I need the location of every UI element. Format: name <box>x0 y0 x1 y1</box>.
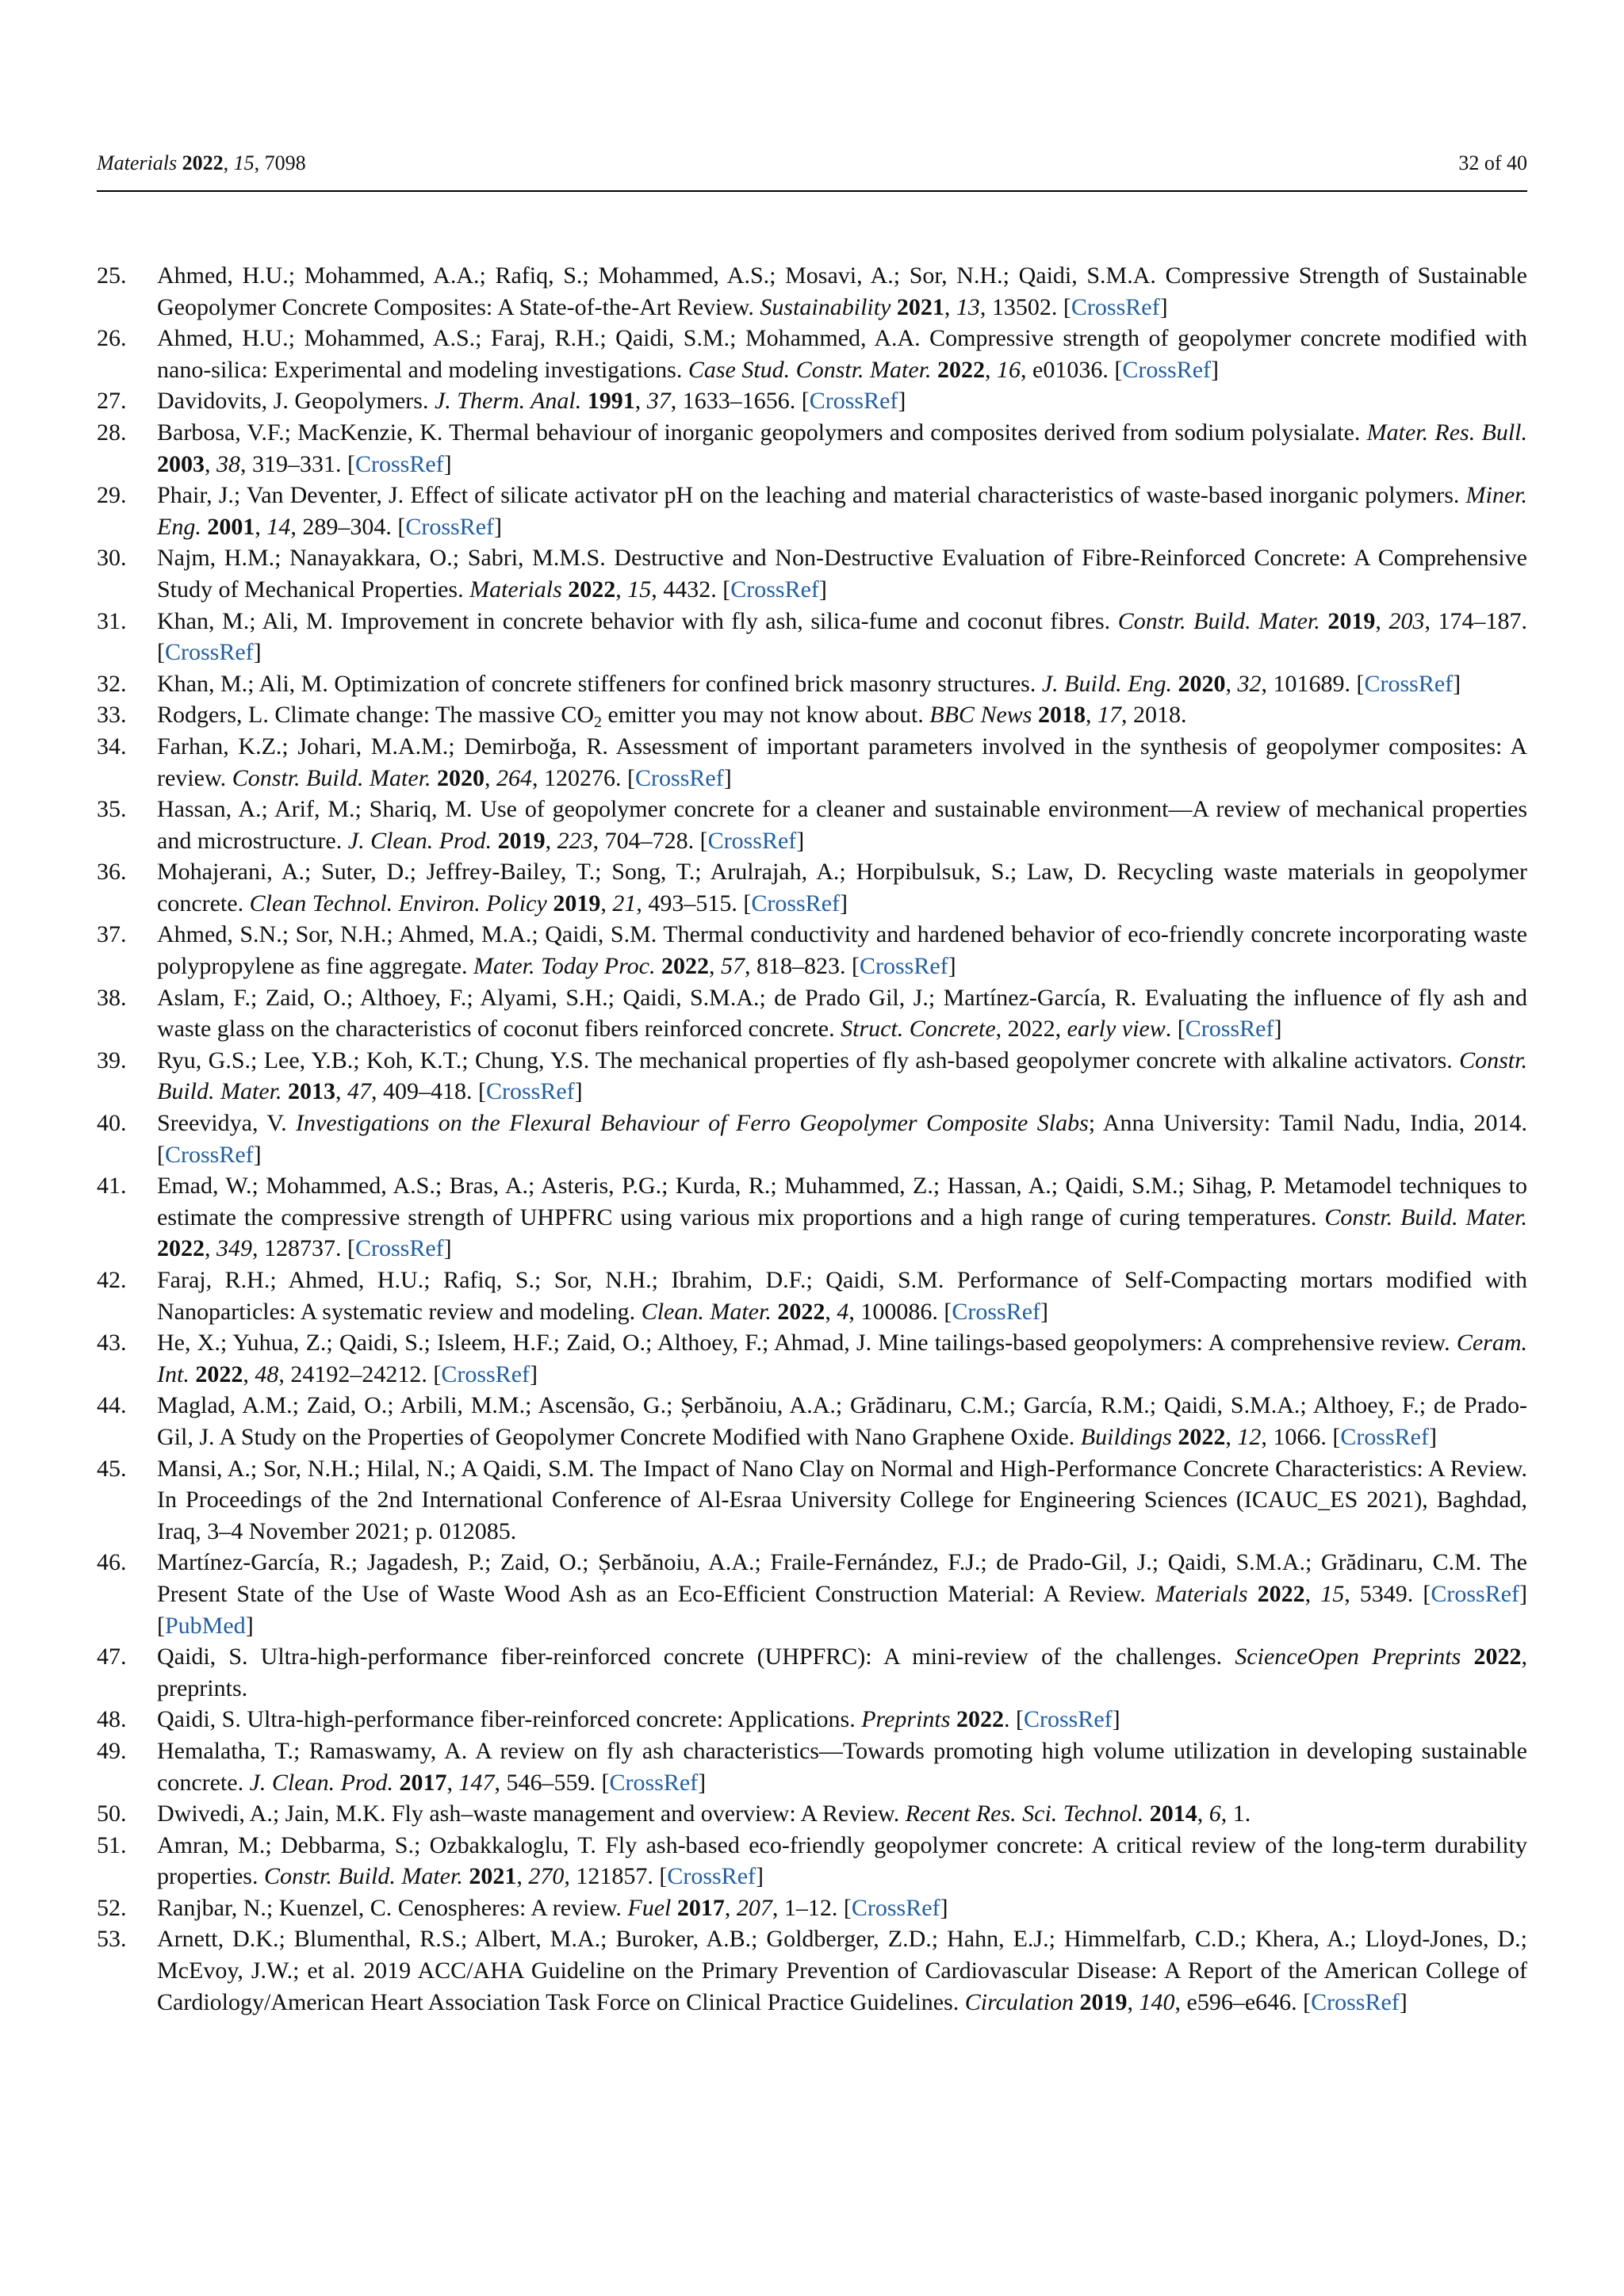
crossref-link[interactable]: CrossRef <box>609 1769 699 1796</box>
reference-text: ] <box>530 1360 538 1387</box>
reference-text: Maglad, A.M.; Zaid, O.; Arbili, M.M.; Ascensão, G.; Șerbănoiu, A.A.; Grădinaru, C.M.; García, R.M.; Qaidi, S.M.A.; Althoey, F.; de Prado-Gil, J. A Study on the Properties of Geopolymer Concrete Modified with Nano Graphene Oxide. <box>157 1392 1527 1450</box>
bold-year: 2019 <box>1079 1988 1128 2015</box>
italic-text: Ceram. Int. <box>157 1330 1527 1387</box>
italic-text: Materials <box>469 576 562 603</box>
italic-text: Fuel <box>627 1894 672 1921</box>
reference-text: Ahmed, S.N.; Sor, N.H.; Ahmed, M.A.; Qaidi, S.M. Thermal conductivity and hardened behavior of eco-friendly concrete incorporating waste polypropylene as fine aggregate. <box>157 921 1527 980</box>
italic-text: 349 <box>216 1235 252 1262</box>
reference-text: , 319–331. [ <box>240 450 355 477</box>
bold-year: 2001 <box>207 513 255 540</box>
italic-text: Mater. Res. Bull. <box>1366 419 1527 446</box>
reference-text: , <box>1127 1988 1139 2015</box>
reference-number: 46. <box>97 1549 127 1576</box>
reference-text <box>655 953 661 979</box>
italic-text: 32 <box>1237 670 1262 697</box>
reference-text <box>1320 608 1328 634</box>
bold-year: 2022 <box>956 1706 1004 1733</box>
bold-year: 2017 <box>399 1769 447 1796</box>
reference-text: Martínez-García, R.; Jagadesh, P.; Zaid, O.; Șerbănoiu, A.A.; Fraile-Fernández, F.J.; de Prado-Gil, J.; Qaidi, S.M.A.; Grădinaru, C.M. The Present State of the Use of Waste Wood Ash as an Eco-Efficient Construction Material: A Review. <box>157 1549 1527 1607</box>
reference-text: , 1066. [ <box>1261 1423 1341 1450</box>
reference-text: , 13502. [ <box>979 293 1071 320</box>
reference-text: He, X.; Yuhua, Z.; Qaidi, S.; Isleem, H.F.; Zaid, O.; Althoey, F.; Ahmad, J. Mine tailings-based geopolymers: A comprehensive review. <box>157 1330 1457 1357</box>
reference-text: ; Anna University: Tamil Nadu, India, 2014. [ <box>157 1110 1527 1168</box>
crossref-link[interactable]: CrossRef <box>1122 356 1212 383</box>
reference-number: 27. <box>97 388 127 415</box>
reference-text: , <box>545 827 557 854</box>
reference-text: Hassan, A.; Arif, M.; Shariq, M. Use of geopolymer concrete for a cleaner and sustainable environment—A review of mechanical properties and microstructure. <box>157 796 1527 854</box>
reference-list <box>97 260 1527 2018</box>
bold-year: 2003 <box>157 450 205 477</box>
reference-item <box>97 542 1527 605</box>
reference-number: 32. <box>97 670 127 697</box>
reference-text: Arnett, D.K.; Blumenthal, R.S.; Albert, M.A.; Buroker, A.B.; Goldberger, Z.D.; Hahn, E.J.; Himmelfarb, C.D.; Khera, A.; Lloyd-Jones, D.; McEvoy, J.W.; et al. 2019 ACC/AHA Guideline on the Primary Prevention of Cardiovascular Disease: A Report of the American College of Cardiology/American Heart Association Task Force on Clinical Practice Guidelines. <box>157 1926 1527 2015</box>
bold-year: 2022 <box>1473 1644 1522 1670</box>
reference-text: , 2018. <box>1120 702 1187 729</box>
reference-text: . [ <box>1003 1706 1024 1733</box>
reference-text: ] <box>1112 1706 1120 1733</box>
reference-text: ] <box>1453 670 1461 697</box>
reference-number: 38. <box>97 984 127 1011</box>
italic-text: ScienceOpen Preprints <box>1235 1644 1461 1670</box>
reference-item <box>97 699 1527 731</box>
reference-number: 51. <box>97 1831 127 1858</box>
italic-text: 270 <box>528 1863 565 1890</box>
crossref-link[interactable]: CrossRef <box>405 513 494 540</box>
reference-text: , 128737. [ <box>252 1235 355 1262</box>
reference-text: , <box>1225 670 1238 697</box>
reference-text: , <box>708 953 721 980</box>
reference-text: , <box>985 356 998 383</box>
italic-text: J. Clean. Prod. <box>249 1769 393 1796</box>
italic-text: Investigations on the Flexural Behaviour of Ferro Geopolymer Composite Slabs <box>296 1110 1089 1137</box>
reference-text: Faraj, R.H.; Ahmed, H.U.; Rafiq, S.; Sor, N.H.; Ibrahim, D.F.; Qaidi, S.M. Performance of Self-Compacting mortars modified with Nanoparticles: A systematic review and modeling. <box>157 1267 1527 1325</box>
reference-text: Mohajerani, A.; Suter, D.; Jeffrey-Bailey, T.; Song, T.; Arulrajah, A.; Horpibulsuk, S.; Law, D. Recycling waste materials in geopolymer concrete. <box>157 859 1527 916</box>
reference-text: ] <box>818 576 827 603</box>
reference-text: ] <box>840 890 848 916</box>
reference-number: 41. <box>97 1173 127 1200</box>
reference-text: Davidovits, J. Geopolymers. <box>157 388 435 415</box>
header-divider <box>97 190 1527 192</box>
reference-text: , <box>600 890 613 916</box>
crossref-link[interactable]: CrossRef <box>635 764 724 791</box>
reference-text: , <box>205 1235 216 1262</box>
italic-text: Constr. Build. Mater. <box>232 764 431 791</box>
reference-text: ] [ <box>157 1580 1528 1639</box>
reference-text: ] <box>1211 356 1220 383</box>
italic-text: Circulation <box>964 1988 1074 2015</box>
reference-text: , <box>1085 702 1097 729</box>
reference-text <box>671 1895 677 1921</box>
reference-item <box>97 1547 1527 1641</box>
bold-year: 2018 <box>1037 702 1086 729</box>
italic-text: 57 <box>720 953 745 980</box>
reference-text: , <box>516 1863 529 1890</box>
reference-number: 43. <box>97 1330 127 1357</box>
reference-text: , <box>335 1078 347 1105</box>
crossref-link[interactable]: CrossRef <box>952 1298 1041 1325</box>
reference-item <box>97 606 1527 668</box>
reference-text: Ryu, G.S.; Lee, Y.B.; Koh, K.T.; Chung, Y.S. The mechanical properties of fly ash-based geopolymer concrete with alkaline activators. <box>157 1047 1460 1073</box>
reference-text: ] <box>698 1769 707 1796</box>
italic-text: BBC News <box>929 702 1032 729</box>
reference-text: , e596–e646. [ <box>1174 1988 1312 2015</box>
reference-number: 40. <box>97 1110 127 1137</box>
reference-number: 33. <box>97 702 127 729</box>
reference-text: Barbosa, V.F.; MacKenzie, K. Thermal behaviour of inorganic geopolymers and composites derived from sodium polysialate. <box>157 419 1367 446</box>
bold-year: 2019 <box>497 827 546 854</box>
reference-text: emitter you may not know about. <box>602 702 930 729</box>
reference-number: 48. <box>97 1706 127 1733</box>
journal-volume: 15 <box>233 151 255 174</box>
reference-item <box>97 1327 1527 1390</box>
reference-text: ] <box>1399 1988 1408 2015</box>
reference-text: Qaidi, S. Ultra-high-performance fiber-reinforced concrete (UHPFRC): A mini-review of the challenges. <box>157 1644 1235 1670</box>
reference-text: , 5349. [ <box>1344 1580 1431 1607</box>
reference-text: Dwivedi, A.; Jain, M.K. Fly ash–waste management and overview: A Review. <box>157 1800 906 1827</box>
reference-number: 50. <box>97 1800 127 1827</box>
reference-text: Aslam, F.; Zaid, O.; Althoey, F.; Alyami, S.H.; Qaidi, S.M.A.; de Prado Gil, J.; Martínez-García, R. Evaluating the influence of fly ash and waste glass on the characteristics of coconut fibers reinforced concrete. <box>157 984 1527 1043</box>
reference-number: 25. <box>97 262 127 289</box>
italic-text: 12 <box>1237 1423 1262 1450</box>
reference-text: Farhan, K.Z.; Johari, M.A.M.; Demirboğa, R. Assessment of important parameters involved in the synthesis of geopolymer composites: A review. <box>157 733 1527 791</box>
reference-text: ] <box>723 764 732 791</box>
italic-text: 15 <box>1320 1580 1345 1607</box>
italic-text: 21 <box>612 890 637 916</box>
italic-text: Constr. Build. Mater. <box>263 1863 463 1890</box>
reference-text <box>1461 1644 1473 1670</box>
reference-text: , 100086. [ <box>848 1298 952 1325</box>
crossref-link[interactable]: CrossRef <box>1311 1988 1400 2015</box>
italic-text: J. Build. Eng. <box>1041 670 1172 697</box>
reference-number: 44. <box>97 1392 127 1419</box>
reference-text: Khan, M.; Ali, M. Optimization of concrete stiffeners for confined brick masonry structures. <box>157 670 1042 697</box>
reference-item <box>97 982 1527 1045</box>
reference-text: Ranjbar, N.; Kuenzel, C. Cenospheres: A review. <box>157 1894 628 1921</box>
reference-number: 42. <box>97 1267 127 1293</box>
bold-year: 2022 <box>568 576 616 603</box>
italic-text: 264 <box>496 764 533 791</box>
crossref-link[interactable]: CrossRef <box>1023 1706 1113 1733</box>
crossref-link[interactable]: CrossRef <box>441 1360 530 1387</box>
reference-number: 28. <box>97 419 127 446</box>
crossref-link[interactable]: CrossRef <box>707 827 797 854</box>
reference-item <box>97 731 1527 794</box>
reference-text: ] <box>443 450 452 477</box>
reference-text: , <box>1197 1800 1209 1827</box>
reference-text <box>581 388 588 414</box>
crossref-link[interactable]: CrossRef <box>355 450 444 477</box>
reference-number: 26. <box>97 325 127 352</box>
reference-text <box>950 1706 956 1732</box>
reference-item <box>97 1830 1527 1892</box>
crossref-link[interactable]: CrossRef <box>1340 1423 1429 1450</box>
reference-text: ] <box>940 1894 948 1921</box>
reference-text: Emad, W.; Mohammed, A.S.; Bras, A.; Asteris, P.G.; Kurda, R.; Muhammed, Z.; Hassan, A.; Qaidi, S.M.; Sihag, P. Metamodel techniques to estimate the compressive strength of UHPFRC using various mix proportions and a high range of curing temperatures. <box>157 1173 1527 1230</box>
reference-number: 30. <box>97 545 127 572</box>
italic-text: 16 <box>997 356 1021 383</box>
bold-year: 2022 <box>777 1298 825 1325</box>
bold-year: 2022 <box>661 953 709 980</box>
crossref-link[interactable]: CrossRef <box>165 639 254 666</box>
crossref-link[interactable]: CrossRef <box>1431 1580 1520 1607</box>
reference-item <box>97 1045 1527 1108</box>
article-number: 7098 <box>264 151 306 174</box>
reference-text: , 2022, <box>995 1016 1067 1043</box>
reference-text <box>282 1078 289 1104</box>
italic-text: 38 <box>216 450 240 477</box>
reference-text: ] <box>948 953 956 980</box>
reference-number: 49. <box>97 1737 127 1764</box>
reference-text: , 120276. [ <box>532 764 636 791</box>
crossref-link[interactable]: CrossRef <box>1185 1016 1274 1043</box>
reference-item <box>97 1108 1527 1170</box>
reference-text: , <box>615 576 628 603</box>
reference-text: , <box>724 1894 737 1921</box>
reference-text <box>1074 1989 1080 2015</box>
italic-text: J. Therm. Anal. <box>434 388 582 415</box>
italic-text: 48 <box>255 1360 279 1387</box>
page-number: 32 of 40 <box>1458 151 1527 174</box>
reference-number: 35. <box>97 796 127 823</box>
italic-text: 37 <box>646 388 671 415</box>
reference-text: ] <box>253 639 262 666</box>
bold-year: 2022 <box>1178 1423 1226 1450</box>
bold-year: 1991 <box>587 388 635 415</box>
reference-number: 37. <box>97 921 127 948</box>
bold-year: 2019 <box>553 890 601 916</box>
bold-year: 2019 <box>1327 607 1376 634</box>
italic-text: 207 <box>736 1894 772 1921</box>
italic-text: J. Clean. Prod. <box>347 827 492 854</box>
bold-year: 2022 <box>195 1360 243 1387</box>
reference-text: Khan, M.; Ali, M. Improvement in concrete behavior with fly ash, silica-fume and coconut fibres. <box>157 607 1118 634</box>
reference-text: ] <box>756 1863 764 1890</box>
reference-number: 53. <box>97 1926 127 1953</box>
bold-year: 2020 <box>1178 670 1226 697</box>
bold-year: 2021 <box>469 1863 517 1890</box>
reference-text: ] <box>494 513 502 540</box>
reference-text: , 289–304. [ <box>290 513 406 540</box>
italic-text: Mater. Today Proc. <box>473 953 656 980</box>
reference-item <box>97 919 1527 982</box>
reference-item <box>97 417 1527 480</box>
italic-text: Sustainability <box>760 293 891 320</box>
crossref-link[interactable]: CrossRef <box>355 1235 444 1262</box>
reference-text: Ahmed, H.U.; Mohammed, A.A.; Rafiq, S.; Mohammed, A.S.; Mosavi, A.; Sor, N.H.; Qaidi, S.M.A. Compressive Strength of Sustainable Geopolymer Concrete Composites: A State-of-the-Art Review. <box>157 262 1527 320</box>
crossref-link[interactable]: CrossRef <box>1071 293 1160 320</box>
reference-text <box>1143 1800 1150 1827</box>
reference-text: Qaidi, S. Ultra-high-performance fiber-reinforced concrete: Applications. <box>157 1706 862 1733</box>
crossref-link[interactable]: CrossRef <box>1364 670 1454 697</box>
reference-text: , <box>485 764 497 791</box>
reference-item <box>97 480 1527 542</box>
reference-text: , <box>1225 1423 1238 1450</box>
reference-text: , 24192–24212. [ <box>278 1360 442 1387</box>
italic-text: early view <box>1067 1016 1166 1043</box>
reference-text: , <box>1304 1580 1321 1607</box>
italic-text: 17 <box>1097 702 1121 729</box>
crossref-link[interactable]: CrossRef <box>730 576 819 603</box>
reference-text: , <box>446 1769 459 1796</box>
reference-text: ] <box>1159 293 1168 320</box>
reference-text: , 121857. [ <box>564 1863 668 1890</box>
bold-year: 2022 <box>157 1235 205 1262</box>
italic-text: Constr. Build. Mater. <box>1324 1203 1527 1230</box>
reference-text: , <box>255 513 267 540</box>
journal-year: 2022 <box>182 151 224 174</box>
reference-item <box>97 385 1527 417</box>
italic-text: Constr. Build. Mater. <box>157 1047 1527 1105</box>
italic-text: Constr. Build. Mater. <box>1117 607 1320 634</box>
reference-text <box>932 357 938 383</box>
reference-number: 34. <box>97 733 127 760</box>
italic-text: Struct. Concrete <box>841 1016 996 1043</box>
italic-text: 4 <box>837 1298 849 1325</box>
italic-text: 140 <box>1139 1988 1175 2015</box>
reference-text: Amran, M.; Debbarma, S.; Ozbakkaloglu, T. Fly ash-based eco-friendly geopolymer concrete: A critical review of the long-term durability properties. <box>157 1831 1527 1890</box>
reference-item <box>97 323 1527 385</box>
italic-text: Clean. Mater. <box>641 1298 772 1325</box>
reference-text: , <box>944 293 956 320</box>
reference-item <box>97 1453 1527 1548</box>
reference-text: . [ <box>1165 1016 1185 1043</box>
italic-text: Miner. Eng. <box>157 482 1527 540</box>
reference-text: Ahmed, H.U.; Mohammed, A.S.; Faraj, R.H.; Qaidi, S.M.; Mohammed, A.A. Compressive strength of geopolymer concrete modified with nano-silica: Experimental and modeling investigations. <box>157 325 1527 383</box>
reference-number: 47. <box>97 1644 127 1670</box>
reference-text: , 546–559. [ <box>494 1769 610 1796</box>
reference-item <box>97 1798 1527 1830</box>
italic-text: Case Stud. Constr. Mater. <box>688 356 932 383</box>
reference-item <box>97 856 1527 919</box>
italic-text: Recent Res. Sci. Technol. <box>905 1800 1144 1827</box>
crossref-link[interactable]: CrossRef <box>486 1078 575 1105</box>
reference-text: Najm, H.M.; Nanayakkara, O.; Sabri, M.M.S. Destructive and Non-Destructive Evaluation of Fibre-Reinforced Concrete: A Comprehensive Study of Mechanical Properties. <box>157 545 1527 603</box>
reference-text: ] <box>253 1141 262 1168</box>
italic-text: 13 <box>956 293 980 320</box>
reference-text: , 1–12. [ <box>772 1894 852 1921</box>
reference-text: , 1. <box>1220 1800 1251 1827</box>
reference-text: ] <box>1040 1298 1049 1325</box>
reference-text: , 493–515. [ <box>636 890 752 916</box>
bold-year: 2014 <box>1149 1800 1197 1827</box>
reference-text: Rodgers, L. Climate change: The massive CO <box>157 702 595 729</box>
bold-year: 2017 <box>676 1894 725 1921</box>
bold-year: 2022 <box>937 356 986 383</box>
reference-item <box>97 794 1527 856</box>
reference-item <box>97 1390 1527 1452</box>
reference-text <box>431 765 438 791</box>
reference-text <box>891 294 897 320</box>
crossref-link[interactable]: CrossRef <box>809 388 898 415</box>
reference-item <box>97 1641 1527 1704</box>
reference-item <box>97 1735 1527 1798</box>
italic-text: 47 <box>347 1078 371 1105</box>
bold-year: 2020 <box>437 764 485 791</box>
reference-text <box>1248 1581 1258 1607</box>
reference-number: 52. <box>97 1894 127 1921</box>
reference-text: ] <box>796 827 805 854</box>
crossref-link[interactable]: CrossRef <box>851 1894 940 1921</box>
reference-text <box>1032 702 1038 728</box>
reference-text: , 818–823. [ <box>744 953 860 980</box>
reference-text: ] <box>1428 1423 1437 1450</box>
reference-text: ] <box>245 1612 254 1639</box>
crossref-link[interactable]: CrossRef <box>859 953 948 980</box>
reference-text: Mansi, A.; Sor, N.H.; Hilal, N.; A Qaidi, S.M. The Impact of Nano Clay on Normal and High-Performance Concrete Characteristics: A Review. In Proceedings of the 2nd International Conference of Al-Esraa University College for Engineering Sciences (ICAUC_ES 2021), Baghdad, Iraq, 3–4 November 2021; p. 012085. <box>157 1455 1527 1544</box>
reference-text: Phair, J.; Van Deventer, J. Effect of silicate activator pH on the leaching and material characteristics of waste-based inorganic polymers. <box>157 482 1466 509</box>
reference-item <box>97 260 1527 323</box>
bold-year: 2021 <box>896 293 944 320</box>
reference-text: ] <box>443 1235 452 1262</box>
reference-text: , e01036. [ <box>1021 356 1123 383</box>
reference-text: , <box>825 1298 837 1325</box>
italic-text: Clean Technol. Environ. Policy <box>249 890 547 916</box>
crossref-link[interactable]: CrossRef <box>751 890 840 916</box>
reference-text: ] <box>1274 1016 1282 1043</box>
reference-text: ] <box>898 388 906 415</box>
crossref-link[interactable]: CrossRef <box>667 1863 756 1890</box>
reference-item <box>97 1704 1527 1735</box>
italic-text: 147 <box>458 1769 495 1796</box>
italic-text: Materials <box>1155 1580 1248 1607</box>
italic-text: 14 <box>266 513 291 540</box>
journal-citation: Materials 2022, 15, 7098 <box>97 151 306 174</box>
crossref-link[interactable]: CrossRef <box>165 1141 254 1168</box>
page-header <box>97 147 1527 179</box>
reference-item <box>97 1892 1527 1924</box>
pubmed-link[interactable]: PubMed <box>165 1612 246 1639</box>
reference-text: , <box>1375 607 1389 634</box>
reference-text: , 101689. [ <box>1261 670 1365 697</box>
reference-text <box>492 828 498 854</box>
reference-number: 45. <box>97 1455 127 1482</box>
reference-text: , <box>205 450 216 477</box>
reference-number: 31. <box>97 607 127 634</box>
reference-text: , 174–187. [ <box>157 607 1528 666</box>
reference-text: , 409–418. [ <box>371 1078 486 1105</box>
italic-text: 6 <box>1208 1800 1221 1827</box>
bold-year: 2013 <box>288 1078 335 1105</box>
reference-number: 29. <box>97 482 127 509</box>
italic-text: Preprints <box>861 1706 951 1733</box>
reference-text: ] <box>574 1078 583 1105</box>
reference-text: Hemalatha, T.; Ramaswamy, A. A review on fly ash characteristics—Towards promoting high volume utilization in developing sustainable concrete. <box>157 1737 1527 1796</box>
reference-text: , <box>243 1360 255 1387</box>
italic-text: Buildings <box>1080 1423 1172 1450</box>
italic-text: 223 <box>557 827 593 854</box>
reference-text: , 1633–1656. [ <box>670 388 810 415</box>
reference-item <box>97 1170 1527 1265</box>
italic-text: 203 <box>1388 607 1425 634</box>
italic-text: 15 <box>627 576 652 603</box>
reference-text: , 4432. [ <box>651 576 731 603</box>
bold-year: 2022 <box>1257 1580 1305 1607</box>
reference-number: 36. <box>97 859 127 886</box>
subscript-text: 2 <box>594 714 603 732</box>
reference-item <box>97 1923 1527 2018</box>
reference-text: , 704–728. [ <box>592 827 708 854</box>
reference-item <box>97 1265 1527 1327</box>
reference-text: , preprints. <box>157 1644 1527 1701</box>
journal-name: Materials <box>97 151 178 174</box>
reference-item <box>97 668 1527 700</box>
reference-text: Sreevidya, V. <box>157 1110 297 1137</box>
reference-text: , <box>634 388 647 415</box>
reference-number: 39. <box>97 1047 127 1073</box>
